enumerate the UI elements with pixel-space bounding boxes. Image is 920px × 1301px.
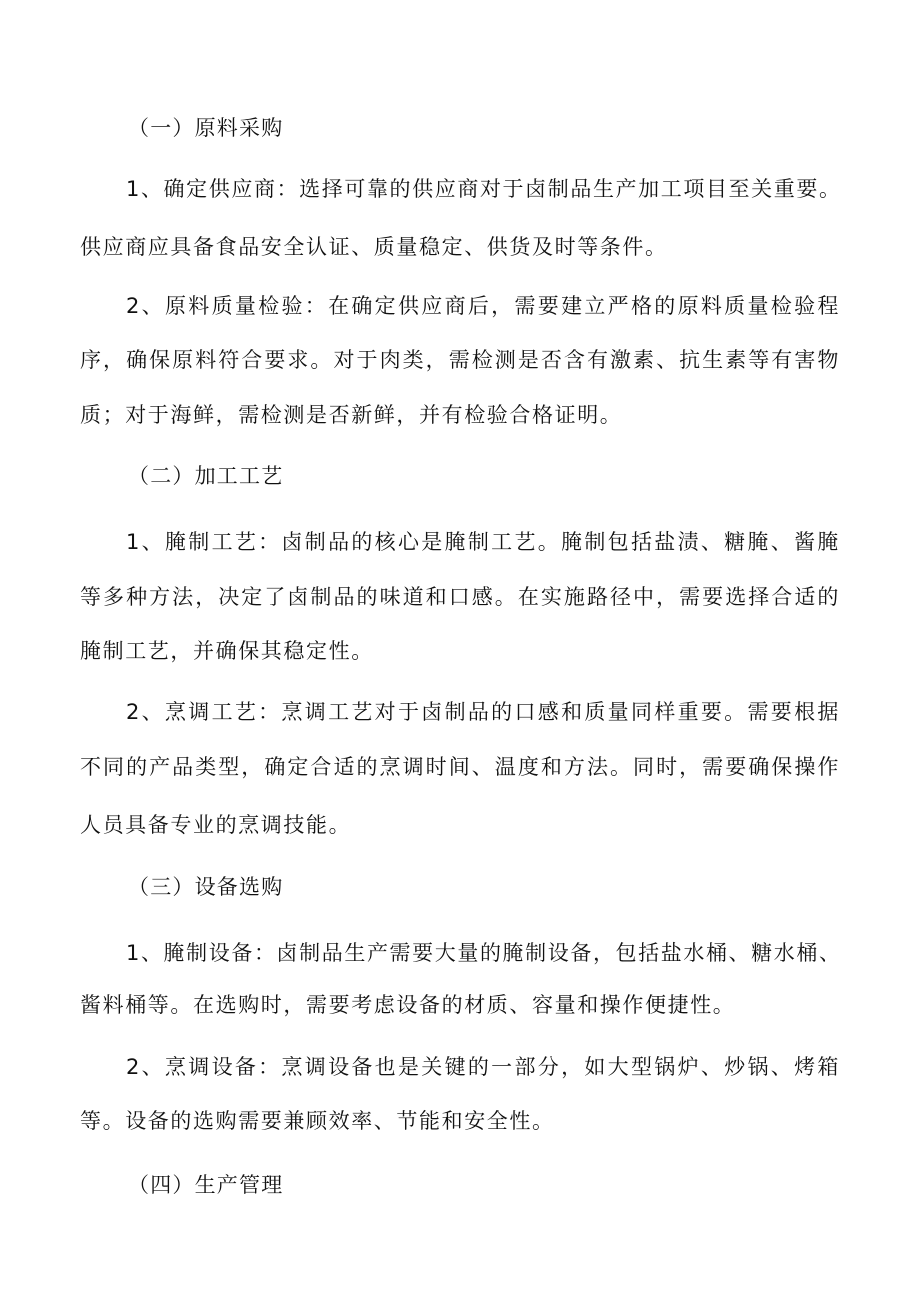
section-heading-processing: （二）加工工艺 [128, 464, 284, 488]
paragraph-line: 酱料桶等。在选购时，需要考虑设备的材质、容量和操作便捷性。 [80, 993, 736, 1017]
paragraph-line: 2、原料质量检验：在确定供应商后，需要建立严格的原料质量检验程 [126, 294, 840, 318]
paragraph-line: 1、腌制工艺：卤制品的核心是腌制工艺。腌制包括盐渍、糖腌、酱腌 [126, 530, 840, 554]
paragraph-line: 人员具备专业的烹调技能。 [80, 813, 352, 837]
paragraph-line: 序，确保原料符合要求。对于肉类，需检测是否含有激素、抗生素等有害物 [80, 348, 840, 372]
paragraph-line: 等。设备的选购需要兼顾效率、节能和安全性。 [80, 1109, 555, 1133]
paragraph-line: 供应商应具备食品安全认证、质量稳定、供货及时等条件。 [80, 235, 668, 259]
paragraph-line: 不同的产品类型，确定合适的烹调时间、温度和方法。同时，需要确保操作 [80, 755, 840, 779]
paragraph-line: 1、确定供应商：选择可靠的供应商对于卤制品生产加工项目至关重要。 [126, 177, 842, 201]
paragraph-line: 2、烹调设备：烹调设备也是关键的一部分，如大型锅炉、炒锅、烤箱 [126, 1055, 840, 1079]
paragraph-line: 质；对于海鲜，需检测是否新鲜，并有检验合格证明。 [80, 403, 623, 427]
section-heading-raw-material: （一）原料采购 [128, 116, 284, 140]
paragraph-line: 2、烹调工艺：烹调工艺对于卤制品的口感和质量同样重要。需要根据 [126, 700, 840, 724]
paragraph-line: 等多种方法，决定了卤制品的味道和口感。在实施路径中，需要选择合适的 [80, 585, 840, 609]
section-heading-production-management: （四）生产管理 [128, 1173, 284, 1197]
paragraph-line: 腌制工艺，并确保其稳定性。 [80, 639, 374, 663]
section-heading-equipment: （三）设备选购 [128, 875, 284, 899]
paragraph-line: 1、腌制设备：卤制品生产需要大量的腌制设备，包括盐水桶、糖水桶、 [126, 941, 842, 965]
